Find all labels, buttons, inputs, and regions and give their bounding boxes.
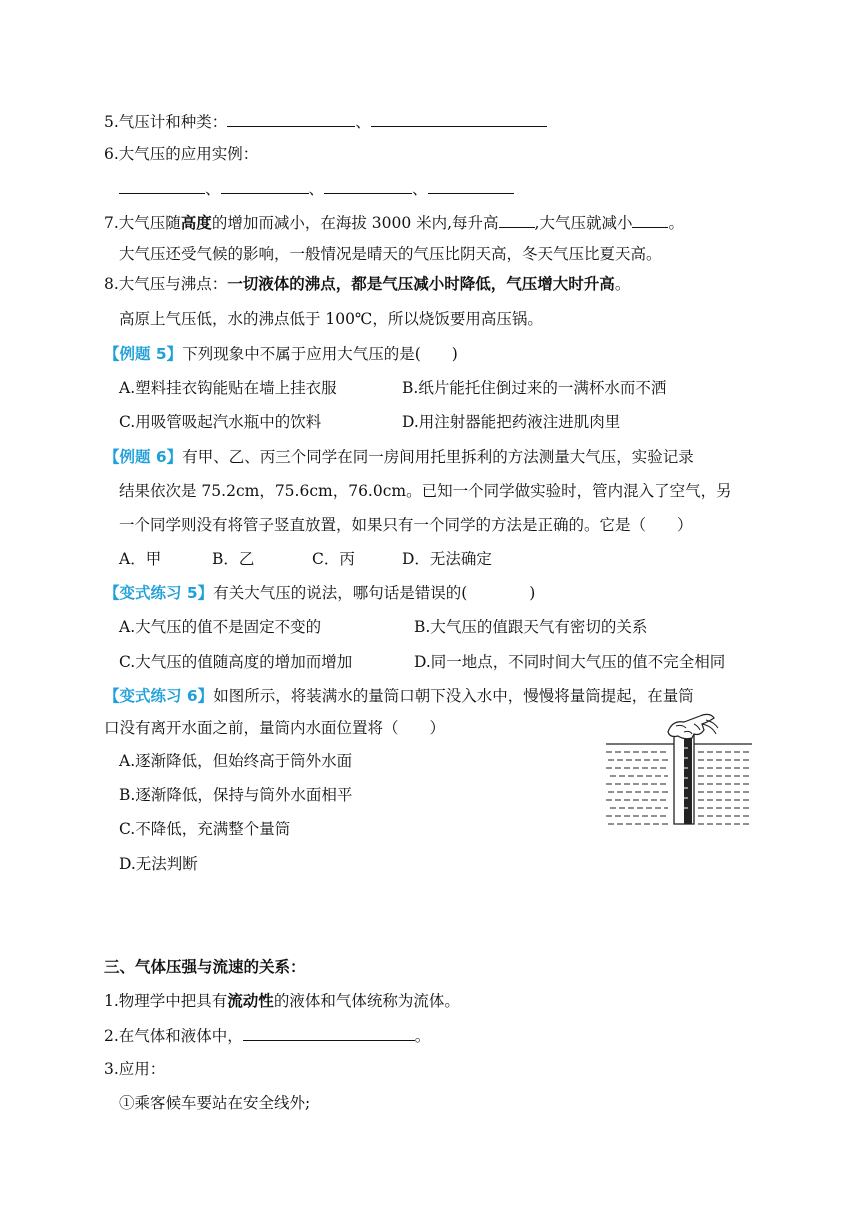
section3-title: 三、气体压强与流速的关系： [104, 958, 306, 976]
item6-blank-3 [324, 177, 412, 194]
item6-separator: 、 [308, 180, 325, 198]
item7-text-a: 7.大气压随 [104, 214, 181, 232]
section3-item1-a: 1.物理学中把具有 [104, 992, 228, 1010]
item7-text-e: 。 [668, 214, 684, 232]
example5-question: 下列现象中不属于应用大气压的是( ) [182, 345, 458, 363]
example5-option-c: C.用吸管吸起汽水瓶中的饮料 [119, 413, 322, 431]
item8-line2: 高原上气压低，水的沸点低于 100℃，所以烧饭要用高压锅。 [119, 310, 543, 328]
item6-separator: 、 [205, 180, 221, 198]
section3-item2 [104, 1024, 430, 1047]
cylinder-in-water-figure [604, 712, 754, 830]
example5-option-d: D.用注射器能把药液注进肌肉里 [402, 413, 621, 431]
variant5-option-d: D.同一地点，不同时间大气压的值不完全相同 [414, 653, 726, 671]
item5-blank-2 [371, 110, 547, 127]
item5-separator: 、 [355, 113, 371, 131]
example6-option-a: A．甲 [119, 550, 162, 568]
example6-tag: 【例题 6】 [104, 448, 183, 466]
item5-blank-1 [227, 110, 355, 127]
item5-label: 5.气压计和种类： [104, 113, 228, 131]
variant6-option-b: B.逐渐降低，保持与筒外水面相平 [119, 786, 353, 804]
example6-line2: 结果依次是 75.2cm，75.6cm，76.0cm。已知一个同学做实验时，管内混入了空气，另 [119, 482, 732, 500]
variant6-option-c: C.不降低，充满整个量筒 [119, 820, 291, 838]
item7-line2: 大气压还受气候的影响，一般情况是晴天的气压比阴天高，冬天气压比夏天高。 [119, 245, 662, 263]
section3-item2-b: 。 [414, 1027, 431, 1045]
variant5-option-c: C.大气压的值随高度的增加而增加 [119, 653, 353, 671]
example6-option-d: D．无法确定 [402, 550, 492, 568]
variant5-tag: 【变式练习 5】 [104, 584, 214, 602]
item7-blank-1 [499, 211, 535, 228]
example6-question-1: 有甲、乙、丙三个同学在同一房间用托里拆利的方法测量大气压，实验记录 [182, 448, 694, 466]
item6-blank-1 [119, 177, 205, 194]
variant6-line2: 口没有离开水面之前，量筒内水面位置将（ ） [104, 719, 446, 737]
example6-option-b: B．乙 [212, 550, 255, 568]
section3-item3: 3.应用： [104, 1060, 166, 1078]
example5-option-b: B.纸片能托住倒过来的一满杯水而不洒 [402, 379, 667, 397]
item8-text-c: 。 [614, 275, 631, 293]
variant5-stem [104, 582, 535, 604]
variant6-option-d: D.无法判断 [119, 855, 198, 873]
item8-text-a: 8.大气压与沸点： [104, 275, 228, 293]
item7-line1 [104, 211, 684, 234]
item6-label: 6.大气压的应用实例： [104, 145, 259, 163]
item7-keyword: 高度 [180, 214, 212, 232]
example5-stem [104, 343, 458, 365]
example5-tag: 【例题 5】 [104, 345, 183, 363]
section3-item2-blank [243, 1024, 415, 1041]
item6-separator: 、 [412, 180, 428, 198]
item6-blanks [119, 177, 514, 200]
example6-line3: 一个同学则没有将管子竖直放置，如果只有一个同学的方法是正确的。它是（ ） [119, 516, 693, 534]
item8-line1 [104, 273, 630, 295]
variant5-option-b: B.大气压的值跟天气有密切的关系 [414, 618, 648, 636]
variant6-option-a: A.逐渐降低，但始终高于筒外水面 [119, 752, 353, 770]
section3-item1 [104, 990, 460, 1012]
example6-line1 [104, 446, 694, 468]
variant6-question-1: 如图所示，将装满水的量筒口朝下没入水中，慢慢将量筒提起，在量筒 [213, 687, 694, 705]
item6-blank-4 [428, 177, 514, 194]
section3-item3-1: ①乘客候车要站在安全线外; [119, 1094, 311, 1112]
variant6-line1 [104, 685, 694, 707]
item7-blank-2 [632, 211, 668, 228]
section3-item2-a: 2.在气体和液体中， [104, 1027, 243, 1045]
variant5-question: 有关大气压的说法，哪句话是错误的( ) [213, 584, 536, 602]
item7-text-c: 的增加而减小，在海拔 3000 米内,每升高 [211, 214, 499, 232]
example6-option-c: C．丙 [312, 550, 355, 568]
item5-line [104, 110, 547, 133]
variant5-option-a: A.大气压的值不是固定不变的 [119, 618, 322, 636]
variant6-tag: 【变式练习 6】 [104, 687, 214, 705]
section3-item1-c: 的液体和气体统称为流体。 [273, 992, 460, 1010]
item8-keyword: 一切液体的沸点，都是气压减小时降低，气压增大时升高 [227, 275, 615, 293]
item6-blank-2 [221, 177, 309, 194]
item7-text-d: ,大气压就减小 [534, 214, 633, 232]
example5-option-a: A.塑料挂衣钩能贴在墙上挂衣服 [119, 379, 337, 397]
section3-item1-keyword: 流动性 [227, 992, 274, 1010]
